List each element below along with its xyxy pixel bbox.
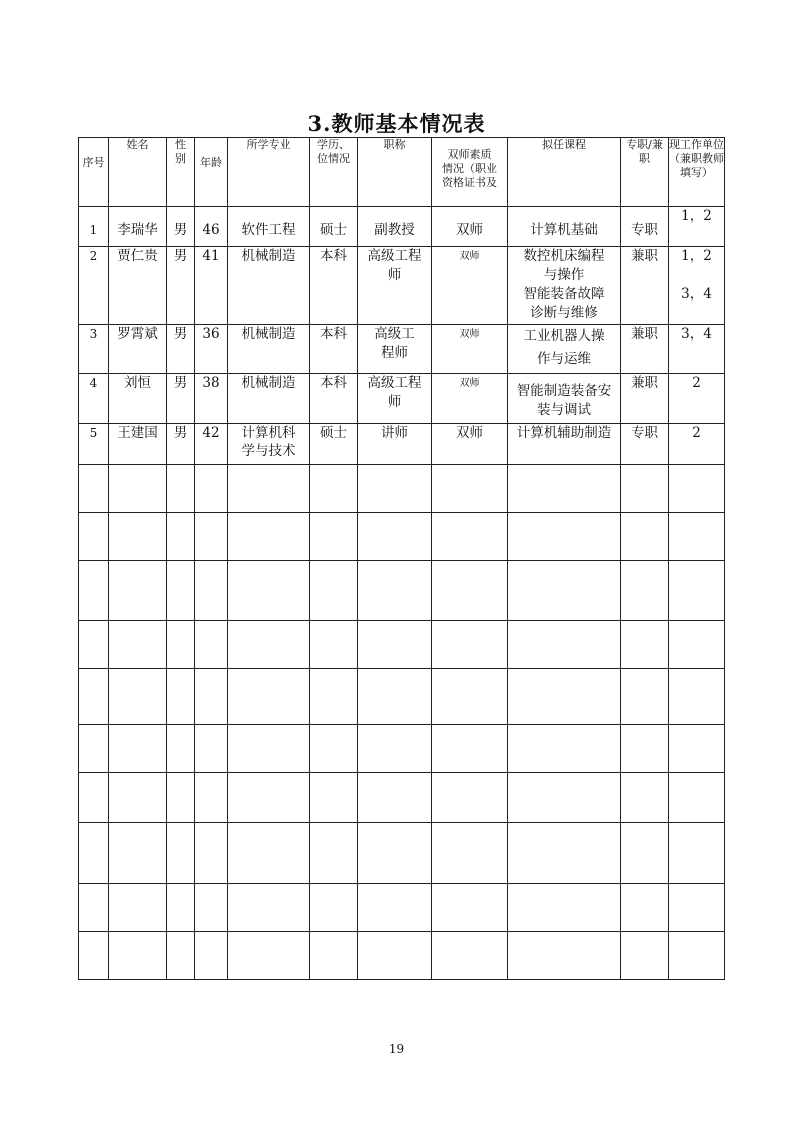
teacher-table <box>78 137 725 980</box>
cell-unit: 1，2 3，4 <box>669 247 725 325</box>
cell-title: 高级工程 师 <box>358 247 432 325</box>
cell-type: 兼职 <box>621 325 669 374</box>
cell-major: 软件工程 <box>228 207 310 247</box>
cell-education: 本科 <box>310 325 358 374</box>
cell-name: 罗霄斌 <box>109 325 167 374</box>
cell-unit: 3，4 <box>669 325 725 374</box>
cell-gender: 男 <box>167 424 195 465</box>
cell-age: 46 <box>195 207 228 247</box>
cell-major: 机械制造 <box>228 325 310 374</box>
empty-row <box>79 669 725 725</box>
cell-gender: 男 <box>167 374 195 424</box>
empty-row <box>79 725 725 773</box>
cell-title: 高级工 程师 <box>358 325 432 374</box>
cell-dual: 双师 <box>432 207 508 247</box>
header-name: 姓名 <box>109 138 167 207</box>
cell-course: 工业机器人操 作与运维 <box>508 325 621 374</box>
cell-major: 机械制造 <box>228 247 310 325</box>
cell-seq: 3 <box>79 325 109 374</box>
cell-dual: 双师 <box>432 424 508 465</box>
table-row <box>79 247 725 325</box>
cell-major: 计算机科 学与技术 <box>228 424 310 465</box>
page-title: 3.教师基本情况表 <box>307 111 486 136</box>
cell-name: 刘恒 <box>109 374 167 424</box>
cell-dual: 双师 <box>432 325 508 374</box>
cell-unit: 1，2 <box>669 207 725 247</box>
cell-gender: 男 <box>167 325 195 374</box>
cell-major: 机械制造 <box>228 374 310 424</box>
cell-title: 高级工程 师 <box>358 374 432 424</box>
empty-row <box>79 513 725 561</box>
cell-dual: 双师 <box>432 247 508 325</box>
cell-seq: 5 <box>79 424 109 465</box>
table-row <box>79 374 725 424</box>
cell-course: 智能制造装备安 装与调试 <box>508 374 621 424</box>
cell-course: 数控机床编程 与操作 智能装备故障 诊断与维修 <box>508 247 621 325</box>
cell-age: 42 <box>195 424 228 465</box>
cell-seq: 1 <box>79 207 109 247</box>
header-education: 学历、 位情况 <box>310 138 358 207</box>
header-dual: 双师素质 情况（职业 资格证书及 <box>432 138 508 207</box>
cell-age: 38 <box>195 374 228 424</box>
table-row <box>79 207 725 247</box>
cell-age: 41 <box>195 247 228 325</box>
header-title: 职称 <box>358 138 432 207</box>
header-major: 所学专业 <box>228 138 310 207</box>
cell-age: 36 <box>195 325 228 374</box>
header-row <box>79 138 725 207</box>
empty-row <box>79 932 725 980</box>
empty-row <box>79 621 725 669</box>
empty-row <box>79 823 725 884</box>
cell-type: 专职 <box>621 207 669 247</box>
table-row <box>79 325 725 374</box>
cell-unit: 2 <box>669 374 725 424</box>
header-type: 专职/兼 职 <box>621 138 669 207</box>
cell-gender: 男 <box>167 207 195 247</box>
cell-title: 讲师 <box>358 424 432 465</box>
header-seq: 序号 <box>79 138 109 207</box>
cell-type: 兼职 <box>621 374 669 424</box>
cell-seq: 4 <box>79 374 109 424</box>
cell-course: 计算机辅助制造 <box>508 424 621 465</box>
cell-gender: 男 <box>167 247 195 325</box>
header-course: 拟任课程 <box>508 138 621 207</box>
cell-education: 本科 <box>310 374 358 424</box>
table-row <box>79 424 725 465</box>
header-unit: 现工作单位 （兼职教师 填写） <box>669 138 725 207</box>
empty-row <box>79 561 725 621</box>
cell-title: 副教授 <box>358 207 432 247</box>
header-age: 年龄 <box>195 138 228 207</box>
cell-type: 专职 <box>621 424 669 465</box>
cell-seq: 2 <box>79 247 109 325</box>
cell-education: 硕士 <box>310 207 358 247</box>
header-gender: 性 别 <box>167 138 195 207</box>
cell-name: 王建国 <box>109 424 167 465</box>
cell-name: 贾仁贵 <box>109 247 167 325</box>
cell-type: 兼职 <box>621 247 669 325</box>
cell-education: 硕士 <box>310 424 358 465</box>
empty-row <box>79 465 725 513</box>
empty-row <box>79 773 725 823</box>
page-number: 19 <box>388 1042 405 1056</box>
cell-name: 李瑞华 <box>109 207 167 247</box>
cell-education: 本科 <box>310 247 358 325</box>
cell-course: 计算机基础 <box>508 207 621 247</box>
empty-row <box>79 884 725 932</box>
cell-dual: 双师 <box>432 374 508 424</box>
cell-unit: 2 <box>669 424 725 465</box>
